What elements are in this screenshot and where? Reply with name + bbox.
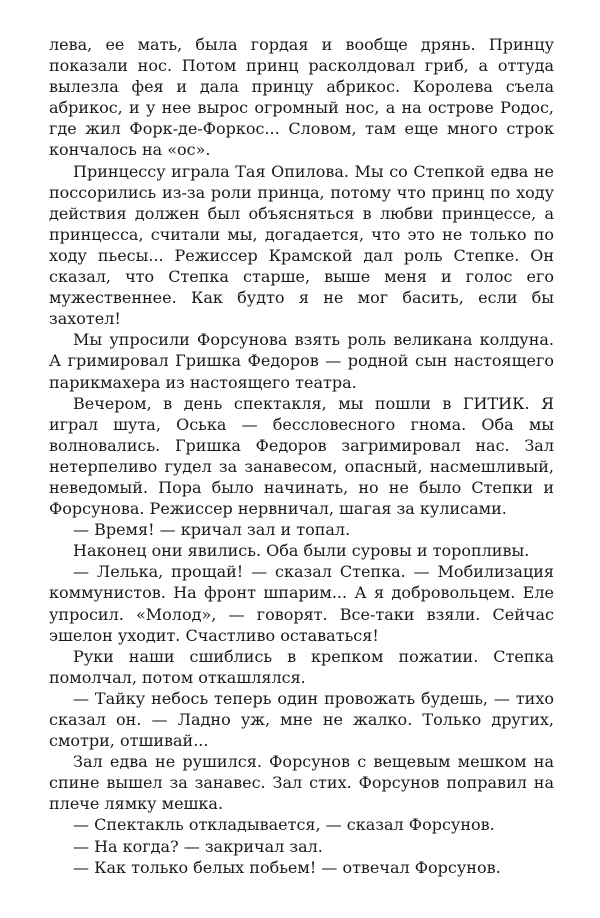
dialogue-line: — Время! — кричал зал и топал. <box>73 520 351 540</box>
paragraph: Наконец они явились. Оба были суровы и торопливы. <box>73 541 530 561</box>
dialogue-line: — Тайку небось теперь один провожать будешь, — тихо сказал он. — Ладно уж, мне не жалко. Только других, смотри, отшивай... <box>49 688 554 751</box>
dialogue-line: — Лелька, прощай! — сказал Степка. — Мобилизация коммунистов. На фронт шпарим... А я добровольцем. Еле упросил. «Молод», — говорят. Все-таки взяли. Сейчас эшелон уходит. Счастливо оставаться! <box>49 562 554 645</box>
paragraph: Зал едва не рушился. Форсунов с вещевым мешком на спине вышел за занавес. Зал стих. Форсунов поправил на плече лямку мешка. <box>49 752 554 814</box>
dialogue-line: — На когда? — закричал зал. <box>73 836 323 856</box>
page-body-text <box>49 34 554 878</box>
paragraph: лева, ее мать, была гордая и вообще дрянь. Принцу показали нос. Потом принц расколдовал гриб, а оттуда вылезла фея и дала принцу абрикос. Королева съела абрикос, и у нее вырос огромный нос, а на острове Родос, где жил Форк-де-Форкос... Словом, там еще много строк кончалось на «ос». <box>49 35 554 160</box>
dialogue-line: — Как только белых побьем! — отвечал Форсунов. <box>73 857 501 877</box>
dialogue-line: — Спектакль откладывается, — сказал Форсунов. <box>73 815 495 835</box>
paragraph: Мы упросили Форсунова взять роль великана колдуна. А гримировал Гришка Федоров — родной сын настоящего парикмахера из настоящего театра. <box>49 330 554 392</box>
paragraph: Вечером, в день спектакля, мы пошли в ГИТИК. Я играл шута, Оська — бессловесного гнома. Оба мы волновались. Гришка Федоров загримировал нас. Зал нетерпеливо гудел за занавесом, опасный, насмешливый, неведомый. Пора было начинать, но не было Степки и Форсунова. Режиссер нервничал, шагая за кулисами. <box>49 393 554 519</box>
paragraph: Руки наши сшиблись в крепком пожатии. Степка помолчал, потом откашлялся. <box>49 646 554 687</box>
paragraph: Принцессу играла Тая Опилова. Мы со Степкой едва не поссорились из-за роли принца, потому что принц по ходу действия должен был объясняться в любви принцессе, а принцесса, считали мы, догадается, что это не только по ходу пьесы... Режиссер Крамской дал роль Степке. Он сказал, что Степка старше, выше меня и голос его мужественнее. Как будто я не мог басить, если бы захотел! <box>49 161 554 329</box>
